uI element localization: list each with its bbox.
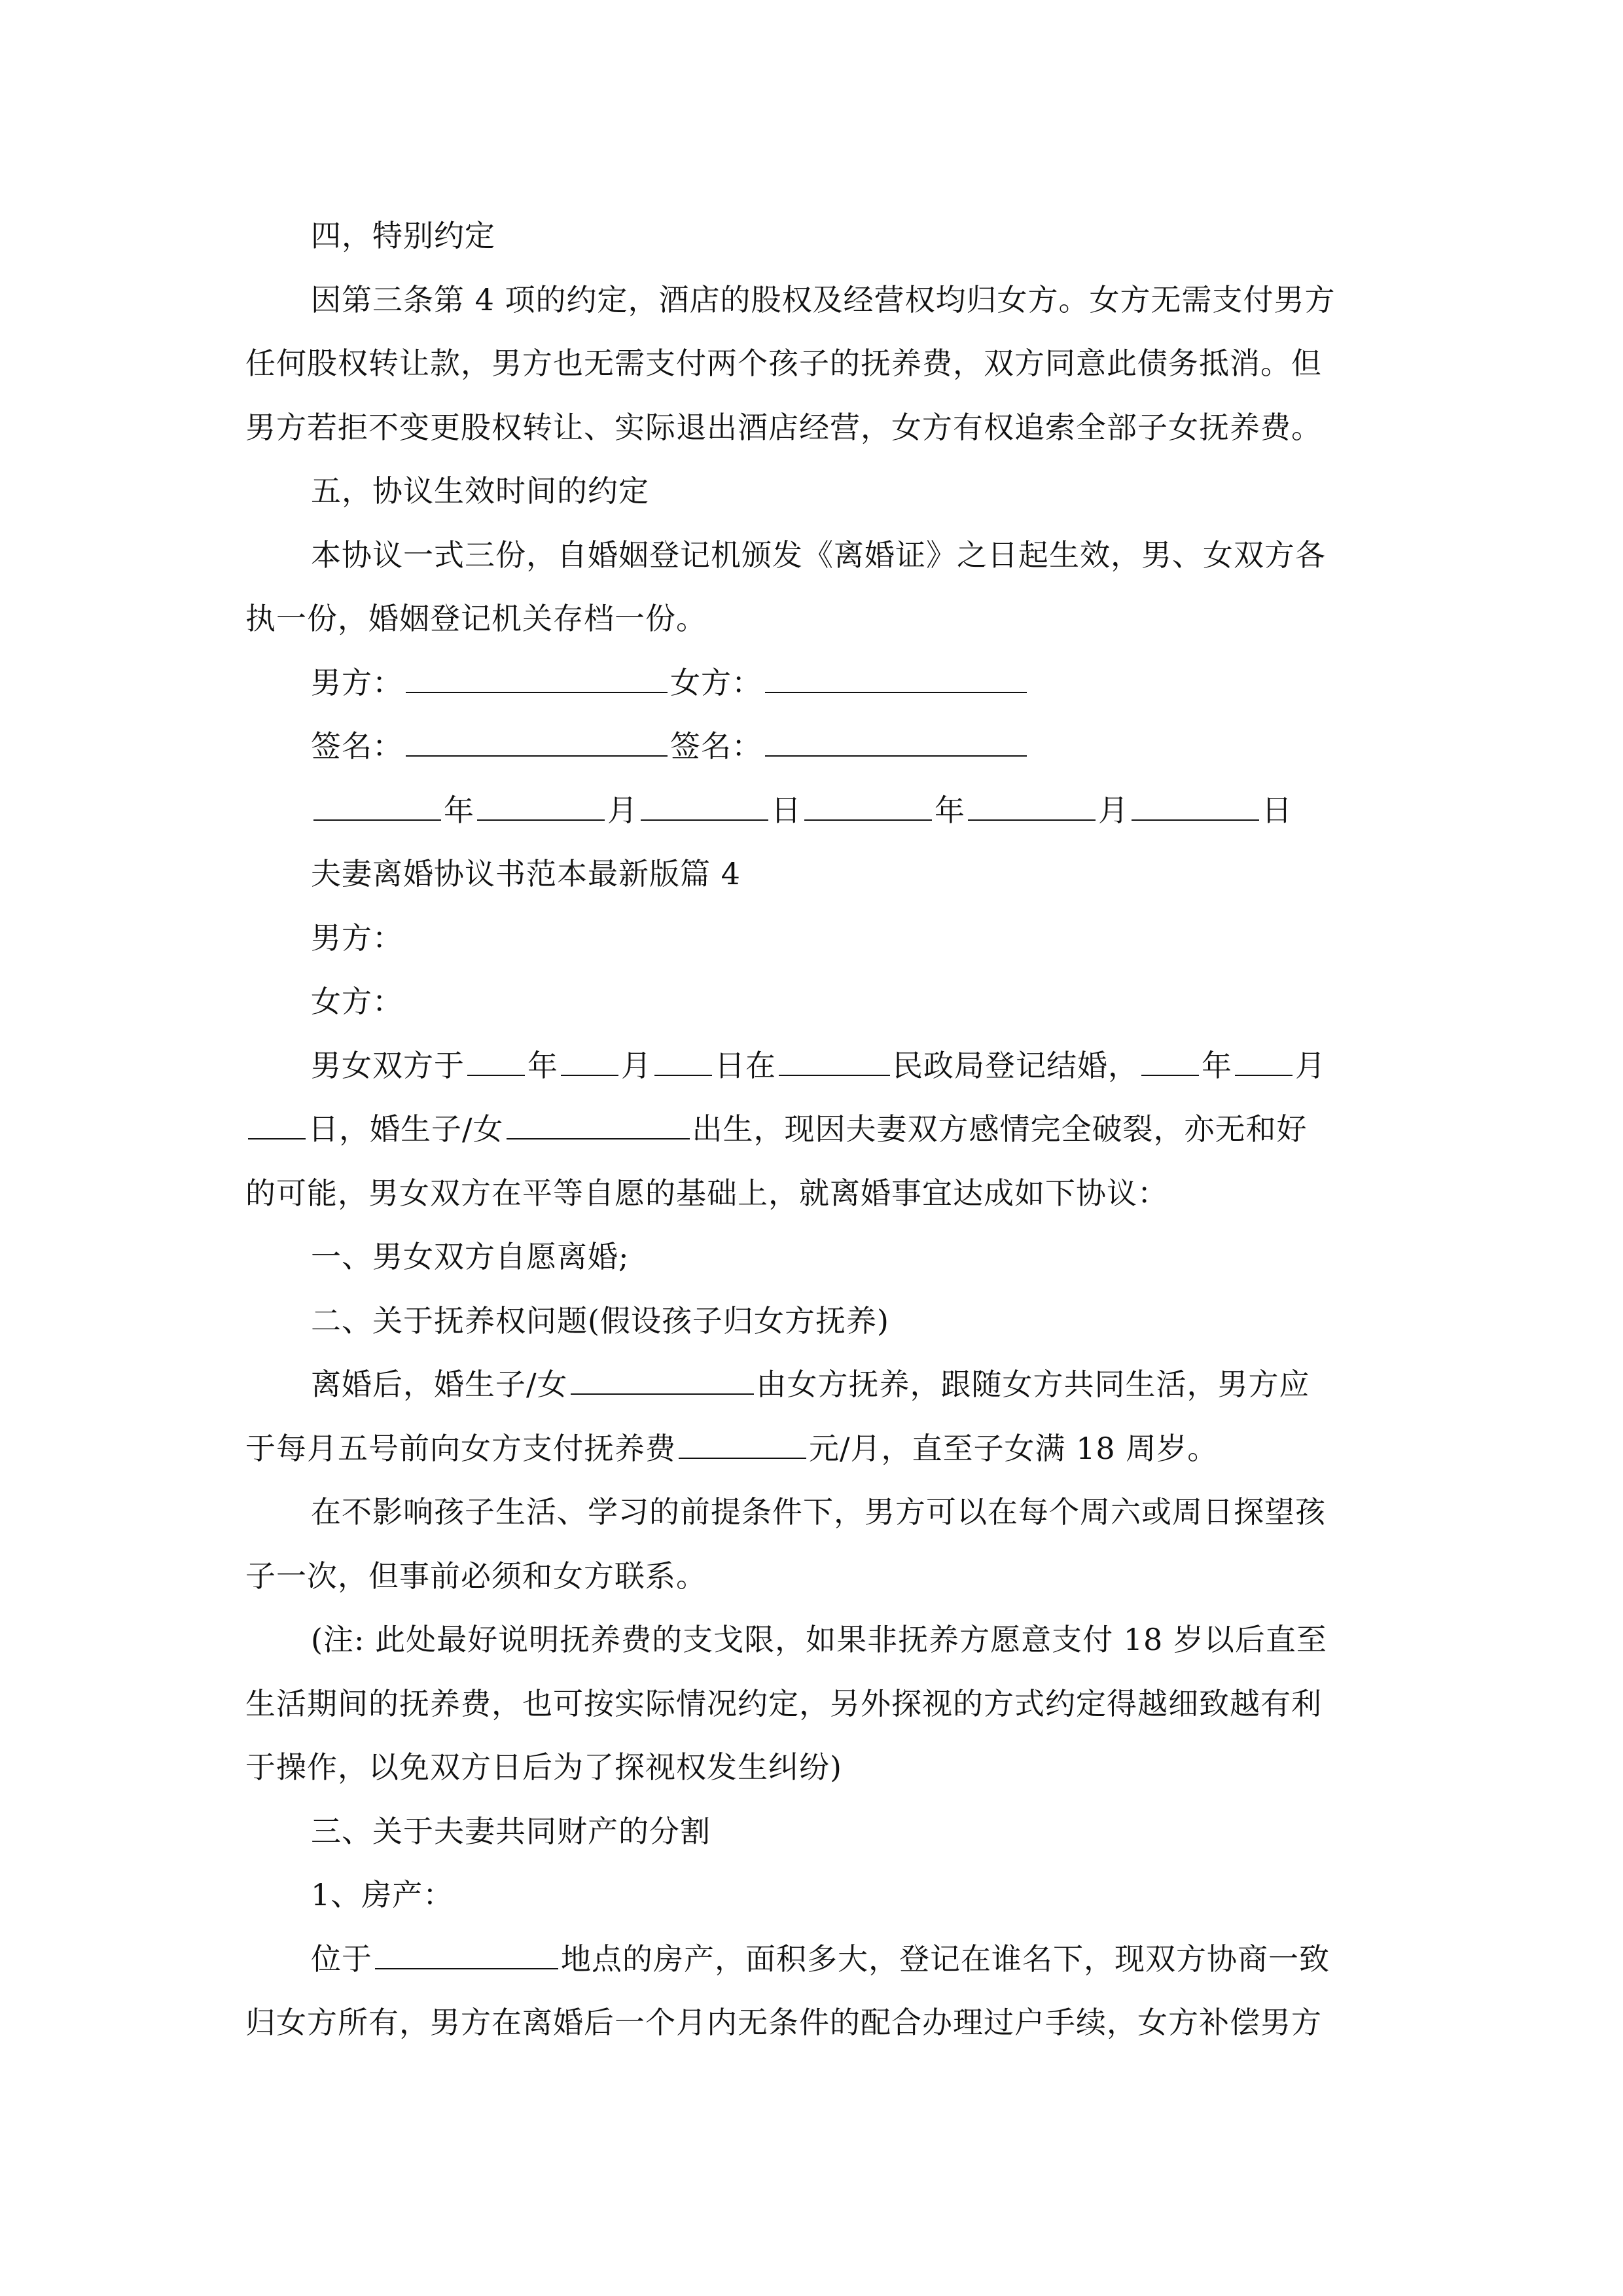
blank-field xyxy=(313,791,441,821)
signature-party-line: 男方： 女方： xyxy=(245,651,1384,715)
paragraph-line: 离婚后，婚生子/女 由女方抚养，跟随女方共同生活，男方应 xyxy=(245,1353,1384,1417)
clause-item: 三、关于夫妻共同财产的分割 xyxy=(311,1813,711,1849)
blank-field xyxy=(571,1365,754,1395)
document-body xyxy=(245,204,1384,2055)
paragraph-line: 执一份，婚姻登记机关存档一份。 xyxy=(245,601,707,636)
blank-field xyxy=(561,1046,618,1076)
note-line: 于操作，以免双方日后为了探视权发生纠纷) xyxy=(245,1749,842,1785)
note-line: 生活期间的抚养费，也可按实际情况约定，另外探视的方式约定得越细致越有利 xyxy=(245,1685,1322,1721)
paragraph-line: 的可能，男女双方在平等自愿的基础上，就离婚事宜达成如下协议： xyxy=(245,1175,1168,1211)
signature-date-line: 年 月 日 年 月 日 xyxy=(245,779,1384,843)
section-heading: 四，特别约定 xyxy=(311,218,495,253)
blank-field xyxy=(507,1109,690,1139)
blank-field xyxy=(1132,791,1259,821)
party-label: 男方： xyxy=(311,920,403,956)
paragraph-line: 男方若拒不变更股权转让、实际退出酒店经营，女方有权追索全部子女抚养费。 xyxy=(245,409,1322,445)
blank-field xyxy=(654,1046,712,1076)
blank-field xyxy=(477,791,605,821)
paragraph-line: 在不影响孩子生活、学习的前提条件下，男方可以在每个周六或周日探望孩 xyxy=(311,1494,1326,1530)
paragraph-line: 归女方所有，男方在离婚后一个月内无条件的配合办理过户手续，女方补偿男方 xyxy=(245,2005,1322,2040)
paragraph-line: 位于 地点的房产，面积多大，登记在谁名下，现双方协商一致 xyxy=(245,1928,1384,1992)
section-heading: 五，协议生效时间的约定 xyxy=(311,473,649,509)
blank-field xyxy=(406,663,668,693)
paragraph-line: 于每月五号前向女方支付抚养费 元/月，直至子女满 18 周岁。 xyxy=(245,1417,1384,1481)
blank-field xyxy=(765,663,1027,693)
paragraph-line: 本协议一式三份，自婚姻登记机颁发《离婚证》之日起生效，男、女双方各 xyxy=(311,537,1326,573)
paragraph-line: 任何股权转让款，男方也无需支付两个孩子的抚养费，双方同意此债务抵消。但 xyxy=(245,346,1322,381)
signature-name-line: 签名： 签名： xyxy=(245,715,1384,779)
blank-field xyxy=(406,726,668,757)
blank-field xyxy=(641,791,768,821)
blank-field xyxy=(804,791,932,821)
paragraph-line: 男女双方于 年 月 日在 民政局登记结婚， 年 月 xyxy=(245,1034,1384,1098)
clause-item: 二、关于抚养权问题(假设孩子归女方抚养) xyxy=(311,1302,889,1338)
blank-field xyxy=(765,726,1027,757)
blank-field xyxy=(779,1046,890,1076)
note-line: (注: 此处最好说明抚养费的支戈限，如果非抚养方愿意支付 18 岁以后直至 xyxy=(311,1622,1327,1657)
blank-field xyxy=(248,1109,306,1139)
document-subtitle: 夫妻离婚协议书范本最新版篇 4 xyxy=(311,856,741,891)
paragraph-line: 子一次，但事前必须和女方联系。 xyxy=(245,1558,707,1594)
blank-field xyxy=(679,1429,806,1459)
blank-field xyxy=(1235,1046,1293,1076)
blank-field xyxy=(375,1939,558,1969)
blank-field xyxy=(968,791,1096,821)
clause-item: 一、男女双方自愿离婚; xyxy=(311,1239,630,1274)
blank-field xyxy=(467,1046,525,1076)
clause-item: 1、房产： xyxy=(311,1877,454,1912)
paragraph-line: 日，婚生子/女 出生，现因夫妻双方感情完全破裂，亦无和好 xyxy=(245,1098,1384,1162)
paragraph-line: 因第三条第 4 项的约定，酒店的股权及经营权均归女方。女方无需支付男方 xyxy=(311,281,1336,317)
party-label: 女方： xyxy=(311,984,403,1019)
blank-field xyxy=(1141,1046,1199,1076)
